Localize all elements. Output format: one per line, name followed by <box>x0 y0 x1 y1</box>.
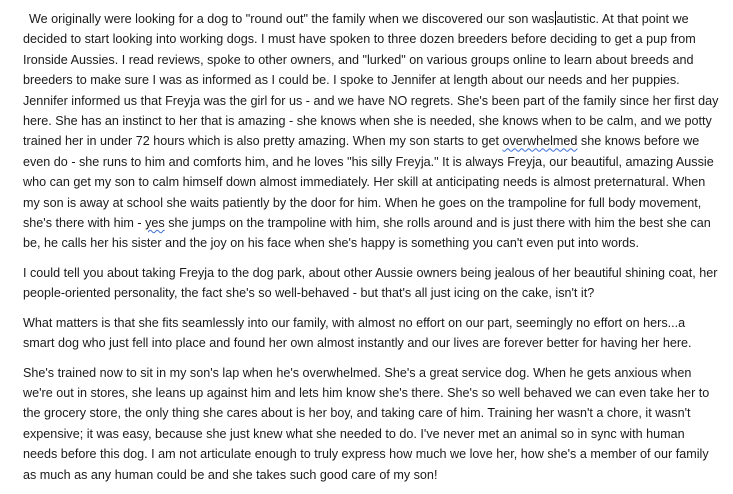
text-run: she jumps on the trampoline with him, she rolls around and is just there with him the best she can be, he calls her his sister and the joy on his face when she's happy is something you can't even put into words. <box>23 216 711 251</box>
text-run: What matters is that she fits seamlessly into our family, with almost no effort on our part, seemingly no effort on hers...a smart dog who just fell into place and found her own almost instantly and our lives are forever better for having her here. <box>23 315 692 351</box>
paragraph-2[interactable] <box>23 263 719 304</box>
text-run: I could tell you about taking Freyja to the dog park, about other Aussie owners being jealous of her beautiful shining coat, her people-oriented personality, the fact she's so well-behaved - but that's all just icing on the cake, isn't it? <box>23 265 718 301</box>
text-run: she knows before we even do - she runs to him and comforts him, and he loves "his silly Freyja." It is always Freyja, our beautiful, amazing Aussie who can get my son to calm himself down almost immediately. Her skill at anticipating needs is almost preternatural. When my son is away at school she waits patiently by the door for him. When he goes on the trampoline for full body movement, she's there with him - <box>23 134 714 231</box>
text-run: She's trained now to sit in my son's lap when he's overwhelmed. She's a great service dog. When he gets anxious when we're out in stores, she leans up against him and lets him know she's there. She's so well behaved we can even take her to the grocery store, the only thing she cares about is her boy, and taking care of him. Training her wasn't a chore, it wasn't expensive; it was easy, because she just knew what she needed to do. I've never met an animal so in sync with human needs before this dog. I am not articulate enough to truly express how much we love her, how she's a member of our family as much as any human could be and she takes such good care of my son! <box>23 365 710 482</box>
text-run: We originally were looking for a dog to "round out" the family when we discovered our son was <box>29 12 555 26</box>
paragraph-1[interactable] <box>23 9 719 254</box>
spellcheck-flagged-word: overwhelmed <box>502 134 578 149</box>
spellcheck-flagged-word: yes <box>145 216 165 231</box>
paragraph-3[interactable] <box>23 313 719 354</box>
document-body[interactable] <box>23 9 719 494</box>
text-run: autistic. At that point we decided to start looking into working dogs. I must have spoken to three dozen breeders before deciding to get a pup from Ironside Aussies. I read reviews, spoke to other owners, and "lurked" on various groups online to learn about breeds and breeders to make sure I was as informed as I could be. I spoke to Jennifer at length about our needs and her puppies. Jennifer informed us that Freyja was the girl for us - and we have NO regrets. She's been part of the family since her first day here. She has an instinct to her that is amazing - she knows when she is needed, she knows when to be calm, and we potty trained her in under 72 hours which is also pretty amazing. When my son starts to get <box>23 12 719 149</box>
paragraph-4[interactable] <box>23 363 719 485</box>
